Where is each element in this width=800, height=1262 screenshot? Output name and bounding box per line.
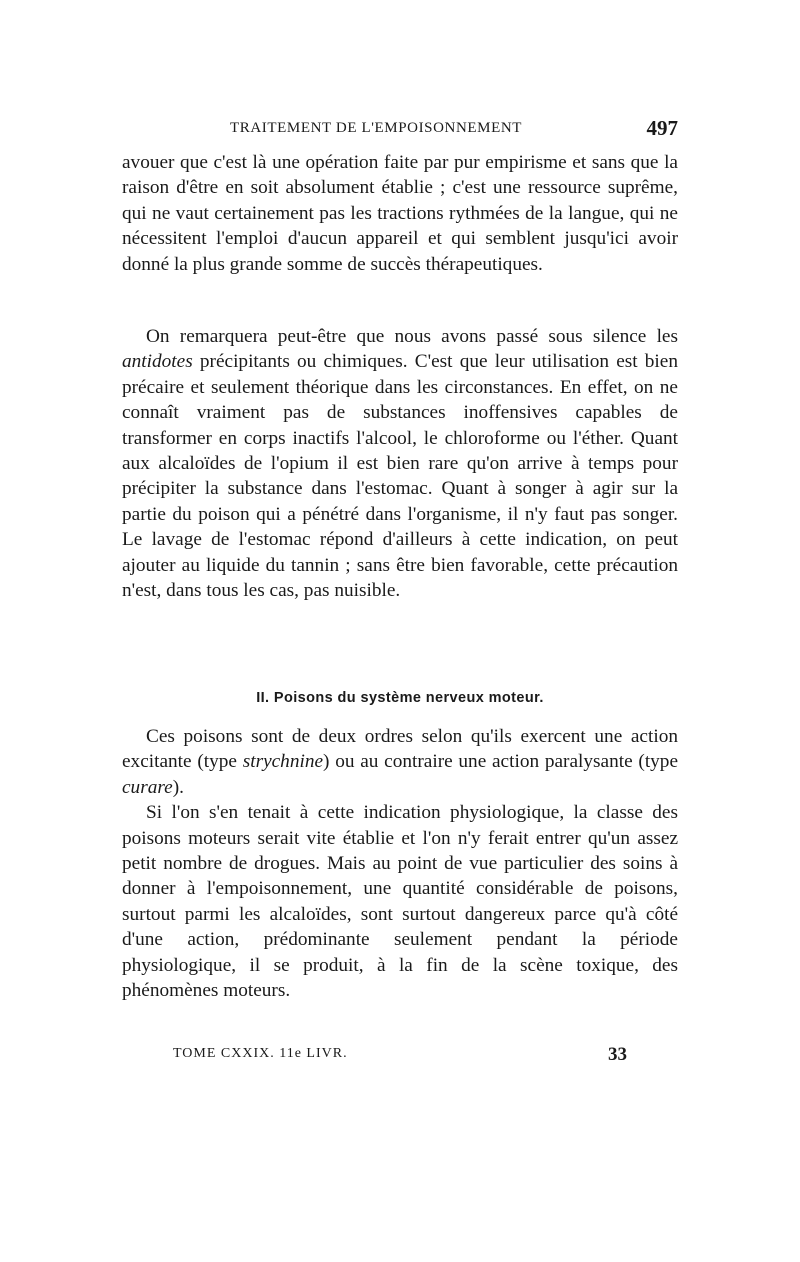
page-footer bbox=[173, 1044, 627, 1068]
paragraph-antidotes bbox=[122, 324, 678, 603]
page-number: 497 bbox=[646, 116, 678, 140]
paragraph-4: Si l'on s'en tenait à cette indication physiologique, la classe des poisons moteurs serait vite établie et l'on n'y ferait entrer qu'un assez petit nombre de drogues. Mais au point de vue particulier des soins à donner à l'empoisonnement, une quantité considérable de poisons, surtout parmi les alcaloïdes, sont surtout dangereux parce qu'à côté d'une action, prédominante seulement pendant la période physiologique, il se produit, à la fin de la scène toxique, des phénomènes moteurs. bbox=[122, 802, 678, 1002]
paragraph-3-text-a: Ces poisons sont de deux ordres selon qu'ils exercent une action excitante (type bbox=[122, 726, 678, 773]
paragraph-1: avouer que c'est là une opération faite par pur empirisme et sans que la raison d'être en soit absolument établie ; c'est une ressource suprême, qui ne vaut certainement pas les tractions rythmées de la langue, qui ne nécessitent l'emploi d'aucun appareil et qui semblent jusqu'ici avoir donné la plus grande somme de succès thérapeutiques. bbox=[122, 152, 678, 275]
section-heading: II. Poisons du système nerveux moteur. bbox=[256, 690, 544, 706]
paragraph-2-text-a: On remarquera peut-être que nous avons passé sous silence les bbox=[146, 326, 678, 347]
paragraph-3-text-b: ) ou au contraire une action paralysante (type bbox=[323, 751, 679, 773]
volume-signature: TOME CXXIX. 11e LIVR. bbox=[173, 1046, 348, 1061]
paragraph-2 bbox=[122, 324, 678, 603]
paragraph-3-emphasis-2: curare bbox=[122, 776, 173, 798]
paragraph-continuation bbox=[122, 150, 678, 277]
paragraph-2-text-b: précipitants ou chimiques. C'est que leur utilisation est bien précaire et seulement théorique dans les circonstances. En effet, on ne connaît vraiment pas de substances inoffensives capables de transformer en corps inactifs l'alcool, le chloroforme ou l'éther. Quant aux alcaloïdes de l'opium il est bien rare qu'on arrive à temps pour précipiter la substance dans l'estomac. Quant à songer à agir sur la partie du poison qui a pénétré dans l'organisme, il n'y faut pas songer. Le lavage de l'estomac répond d'ailleurs à cette indication, on peut ajouter au liquide du tannin ; sans être bien favorable, cette précaution n'est, dans tous les cas, pas nuisible. bbox=[122, 351, 678, 602]
paragraph-2-emphasis: antidotes bbox=[122, 351, 193, 373]
page-header bbox=[122, 116, 678, 146]
paragraph-3-text-c: ). bbox=[172, 776, 184, 798]
paragraph-3 bbox=[122, 724, 678, 800]
section-body bbox=[122, 724, 678, 1003]
sheet-number: 33 bbox=[608, 1044, 627, 1065]
paragraph-3-emphasis-1: strychnine bbox=[242, 751, 324, 773]
running-title: TRAITEMENT DE L'EMPOISONNEMENT bbox=[230, 120, 523, 136]
